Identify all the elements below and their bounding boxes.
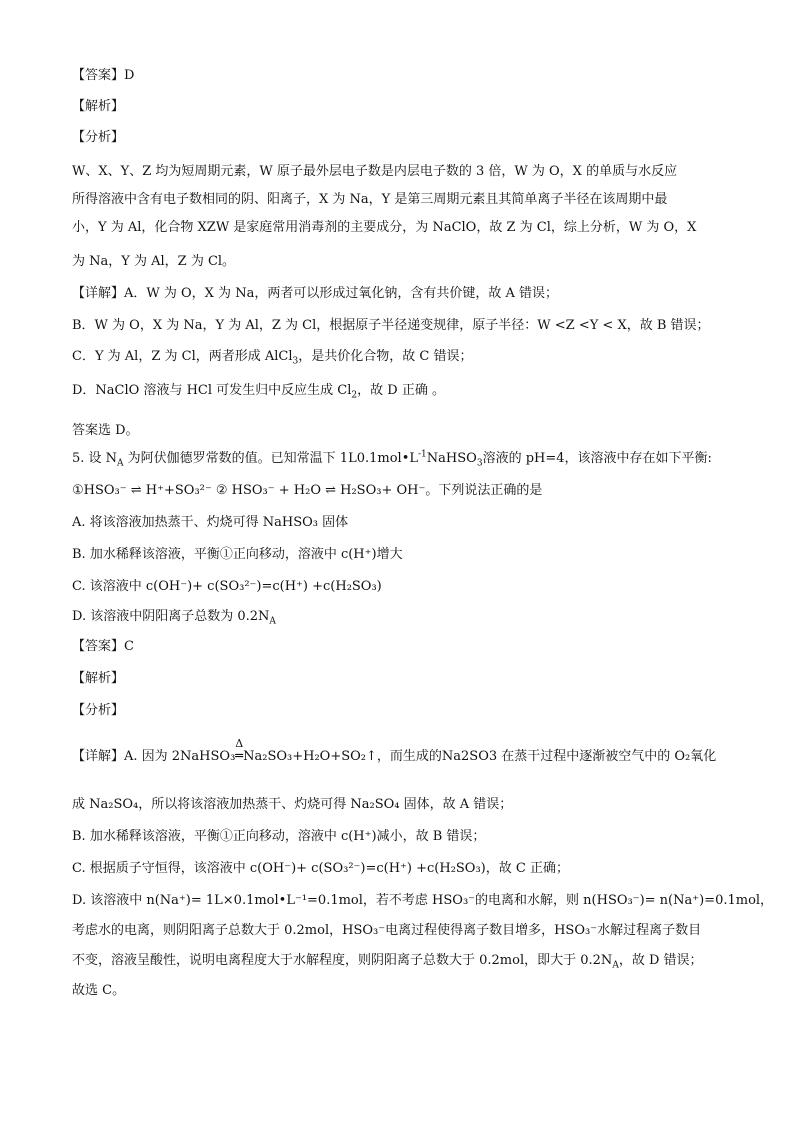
- q5-fenxi-label: 【分析】: [72, 703, 125, 718]
- q5-option-d: [72, 607, 276, 627]
- heating-arrow-icon: Δ ═: [235, 747, 243, 767]
- q5-detail-d-line-1: D. 该溶液中 n(Na⁺)= 1L×0.1mol•L⁻¹=0.1mol，若不考虑 HSO₃⁻的电离和水解，则 n(HSO₃⁻)= n(Na⁺)=0.1mol，: [72, 893, 774, 908]
- q4-detail-a: 【详解】A．W 为 O，X 为 Na，两者可以形成过氧化钠，含有共价键，故 A 错误；: [72, 286, 558, 301]
- q4-detail-d-post: ，故 D 正确 。: [357, 383, 445, 398]
- q5-detail-a-line-2: 成 Na₂SO₄，所以将该溶液加热蒸干、灼烧可得 Na₂SO₄ 固体，故 A 错误；: [72, 797, 513, 812]
- q4-detail-c-pre: C．Y 为 Al，Z 为 Cl，两者形成 AlCl: [72, 349, 293, 364]
- q4-answer-label: 【答案】D: [72, 68, 135, 83]
- q4-detail-d-pre: D．NaClO 溶液与 HCl 可发生归中反应生成 Cl: [72, 383, 352, 398]
- q5-option-c: C. 该溶液中 c(OH⁻)+ c(SO₃²⁻)=c(H⁺) +c(H₂SO₃): [72, 579, 382, 594]
- q4-analysis-label: 【解析】: [72, 99, 125, 114]
- q5-option-d-text: D. 该溶液中阴阳离子总数为 0.2N: [72, 609, 270, 624]
- q5-detail-a-post: Na₂SO₃+H₂O+SO₂↑，而生成的Na2SO3 在蒸干过程中逐渐被空气中的 O₂氧化: [243, 749, 717, 764]
- q5-stem-part-b: 为阿伏伽德罗常数的值。已知常温下 1L0.1mol•L: [123, 451, 419, 466]
- q5-detail-d-line-2: 考虑水的电离，则阴阳离子总数大于 0.2mol，HSO₃⁻电离过程使得离子数目增多，HSO₃⁻水解过程离子数目: [72, 923, 702, 938]
- q5-stem-part-a: 5. 设 N: [72, 451, 118, 466]
- q5-detail-d-line-3-sub: A: [612, 960, 619, 971]
- q5-stem-line-1: 5. 设 $N_A$ 为阿伏伽德罗常数的值。已知常温下 $1L0.1mol•L^{-1}NaHSO_3$溶液的 pH=4，该溶液中存在如下平衡:: [72, 449, 712, 469]
- q5-answer-label: 【答案】C: [72, 639, 134, 654]
- q4-fenxi-line-2: 所得溶液中含有电子数相同的阴、阳离子，X 为 Na，Y 是第三周期元素且其简单离子半径在该周期中最: [72, 192, 668, 207]
- q4-detail-d: D．NaClO 溶液与 HCl 可发生归中反应生成 $Cl_2$，故 D 正确 。: [72, 383, 445, 401]
- q5-detail-d-line-3: [72, 951, 703, 971]
- q5-option-b: B. 加水稀释该溶液，平衡①正向移动，溶液中 c(H⁺)增大: [72, 547, 403, 562]
- q5-detail-c: C. 根据质子守恒得，该溶液中 c(OH⁻)+ c(SO₃²⁻)=c(H⁺) +c(H₂SO₃)，故 C 正确；: [72, 861, 569, 876]
- q5-detail-d-line-3-post: ，故 D 错误；: [618, 953, 703, 968]
- q5-stem-line-2: ①HSO₃⁻ ⇌ H⁺+SO₃²⁻ ② HSO₃⁻ + H₂O ⇌ H₂SO₃+ OH⁻。下列说法正确的是: [72, 483, 543, 498]
- q4-fenxi-label: 【分析】: [72, 130, 125, 145]
- q5-stem-part-d: 溶液的 pH=4，该溶液中存在如下平衡:: [482, 451, 712, 466]
- q5-stem-part-c: NaHSO: [426, 451, 477, 466]
- q4-detail-b: B．W 为 O，X 为 Na，Y 为 Al，Z 为 Cl，根据原子半径递变规律，原子半径：W <Z <Y < X，故 B 错误；: [72, 318, 710, 333]
- q5-analysis-label: 【解析】: [72, 671, 125, 686]
- delta-symbol: Δ: [235, 737, 244, 750]
- q5-conclusion: 故选 C。: [72, 983, 126, 998]
- q4-fenxi-line-1: W、X、Y、Z 均为短周期元素，W 原子最外层电子数是内层电子数的 3 倍，W 为 O，X 的单质与水反应: [72, 164, 678, 179]
- q5-detail-a-pre: 【详解】A. 因为 2NaHSO₃: [72, 749, 236, 764]
- q4-fenxi-line-3: 小，Y 为 Al，化合物 XZW 是家庭常用消毒剂的主要成分，为 NaClO，故 Z 为 Cl，综上分析，W 为 O，X: [72, 220, 697, 235]
- q5-option-a: A. 将该溶液加热蒸干、灼烧可得 NaHSO₃ 固体: [72, 515, 349, 530]
- q5-detail-a-line-1: [72, 737, 717, 767]
- q5-option-d-sub: A: [269, 616, 276, 627]
- q4-detail-c-post: ，是共价化合物，故 C 错误；: [298, 349, 473, 364]
- q4-fenxi-line-4: 为 Na，Y 为 Al，Z 为 Cl。: [72, 254, 236, 269]
- q5-detail-d-line-3-pre: 不变，溶液呈酸性，说明电离程度大于水解程度，则阴阳离子总数大于 0.2mol，即大于 0.2N: [72, 953, 613, 968]
- q4-conclusion: 答案选 D。: [72, 423, 139, 438]
- q4-detail-c: C．Y 为 Al，Z 为 Cl，两者形成 AlCl$_3$，是共价化合物，故 C 错误；: [72, 349, 473, 367]
- q5-detail-b: B. 加水稀释该溶液，平衡①正向移动，溶液中 c(H⁺)减小，故 B 错误；: [72, 829, 486, 844]
